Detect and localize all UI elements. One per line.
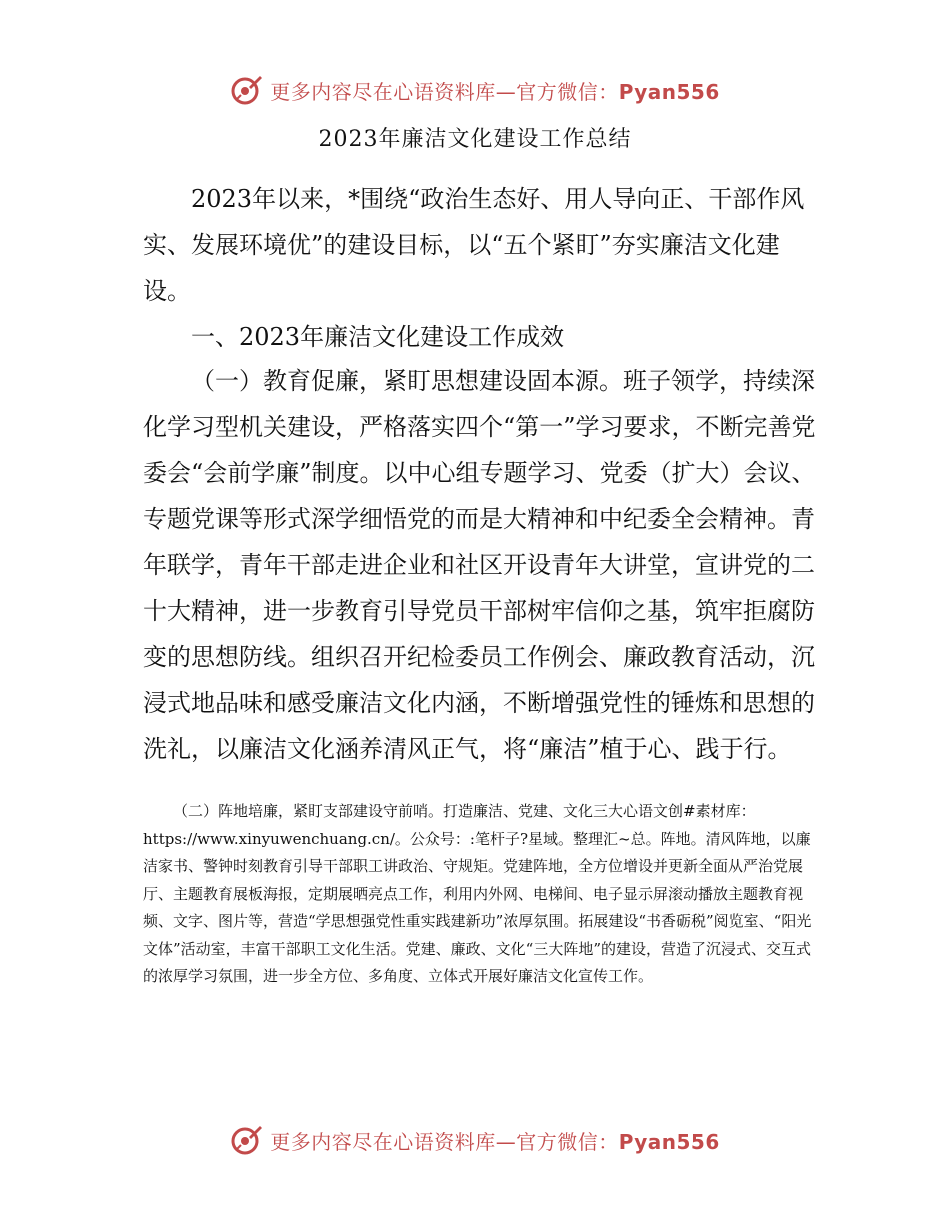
pen-logo-icon xyxy=(230,73,264,107)
section-heading: 一、2023年廉洁文化建设工作成效 xyxy=(191,323,565,351)
wechat-handle: Pyan556 xyxy=(618,1129,720,1154)
body-paragraph-1: （一）教育促廉，紧盯思想建设固本源。班子领学，持续深化学习型机关建设，严格落实四个“第一”学习要求，不断完善党委会“会前学廉”制度。以中心组专题学习、党委（扩大）会议、专题党课等形式深学细悟党的而是大精神和中纪委全会精神。青年联学，青年干部走进企业和社区开设青年大讲堂，宣讲党的二十大精神，进一步教育引导党员干部树牢信仰之基，筑牢拒腐防变的思想防线。组织召开纪检委员工作例会、廉政教育活动，沉浸式地品味和感受廉洁文化内涵，不断增强党性的锤炼和思想的洗礼，以廉洁文化涵养清风正气，将“廉洁”植于心、践于行。 xyxy=(143,367,816,763)
intro-paragraph: 2023年以来，*围绕“政治生态好、用人导向正、干部作风实、发展环境优”的建设目标，以“五个紧盯”夯实廉洁文化建设。 xyxy=(143,185,805,305)
watermark-text: 更多内容尽在心语资料库—官方微信：Pyan556 xyxy=(270,1129,720,1154)
watermark-text: 更多内容尽在心语资料库—官方微信：Pyan556 xyxy=(270,79,720,104)
document-title: 2023年廉洁文化建设工作总结 xyxy=(318,127,632,152)
watermark-banner-bottom xyxy=(0,1118,950,1162)
wechat-handle: Pyan556 xyxy=(618,79,720,104)
pen-logo-icon xyxy=(230,1123,264,1157)
body-paragraph-2: （二）阵地培廉，紧盯支部建设守前哨。打造廉洁、党建、文化三大心语文创#素材库：https://www.xinyuwenchuang.cn/。公众号：:笔杆子?星域。整理汇~总。阵地。清风阵地，以廉洁家书、警钟时刻教育引导干部职工讲政治、守规矩。党建阵地，全方位增设并更新全面从严治党展厅、主题教育展板海报，定期展晒亮点工作，利用内外网、电梯间、电子显示屏滚动播放主题教育视频、文字、图片等，营造“学思想强党性重实践建新功”浓厚氛围。拓展建设“书香砺税”阅览室、“阳光文体”活动室，丰富干部职工文化生活。党建、廉政、文化“三大阵地”的建设，营造了沉浸式、交互式的浓厚学习氛围，进一步全方位、多角度、立体式开展好廉洁文化宣传工作。 xyxy=(143,802,812,985)
watermark-banner-top xyxy=(0,68,950,112)
